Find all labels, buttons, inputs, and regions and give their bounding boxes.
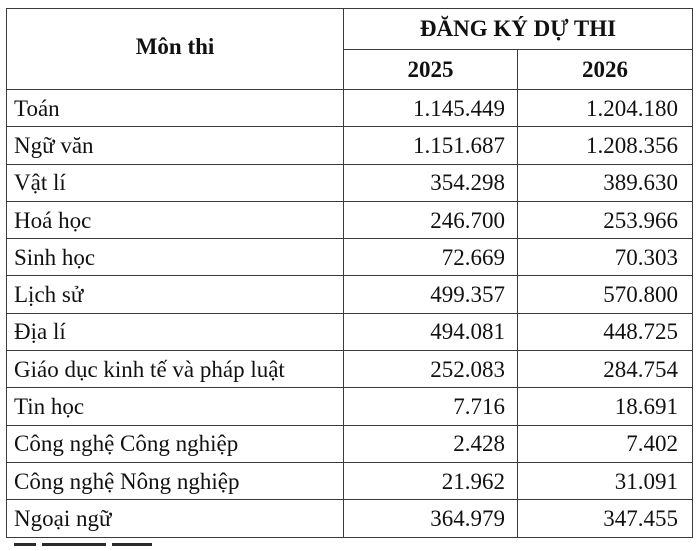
count-2025-cell: 499.357 xyxy=(344,276,518,313)
count-2025-cell: 354.298 xyxy=(344,164,518,201)
count-2026-cell: 253.966 xyxy=(518,201,693,238)
table-row xyxy=(7,239,693,276)
year-2026-header: 2026 xyxy=(518,49,693,90)
count-2025-cell: 1.145.449 xyxy=(344,90,518,127)
subject-cell: Hoá học xyxy=(7,201,344,238)
table-row xyxy=(7,351,693,388)
count-2026-cell: 70.303 xyxy=(518,239,693,276)
table-row xyxy=(7,127,693,164)
subject-cell: Ngoại ngữ xyxy=(7,500,344,537)
count-2025-cell: 21.962 xyxy=(344,462,518,499)
count-2025-cell: 1.151.687 xyxy=(344,127,518,164)
count-2025-cell: 72.669 xyxy=(344,239,518,276)
table-row xyxy=(7,276,693,313)
year-2025-header: 2025 xyxy=(344,49,518,90)
table-row xyxy=(7,462,693,499)
table-row xyxy=(7,425,693,462)
subject-cell: Công nghệ Công nghiệp xyxy=(7,425,344,462)
registration-table-container xyxy=(6,8,693,538)
table-row xyxy=(7,164,693,201)
subject-cell: Vật lí xyxy=(7,164,344,201)
count-2026-cell: 31.091 xyxy=(518,462,693,499)
count-2026-cell: 7.402 xyxy=(518,425,693,462)
registration-group-header: ĐĂNG KÝ DỰ THI xyxy=(344,9,693,50)
table-row xyxy=(7,201,693,238)
count-2026-cell: 570.800 xyxy=(518,276,693,313)
count-2026-cell: 1.208.356 xyxy=(518,127,693,164)
table-row xyxy=(7,313,693,350)
subject-cell: Toán xyxy=(7,90,344,127)
cropped-text-fragment xyxy=(14,543,274,551)
table-row xyxy=(7,500,693,537)
subject-cell: Ngữ văn xyxy=(7,127,344,164)
count-2026-cell: 1.204.180 xyxy=(518,90,693,127)
count-2026-cell: 284.754 xyxy=(518,351,693,388)
count-2025-cell: 364.979 xyxy=(344,500,518,537)
exam-registration-table xyxy=(6,8,693,538)
count-2026-cell: 347.455 xyxy=(518,500,693,537)
table-body xyxy=(7,90,693,538)
subject-cell: Công nghệ Nông nghiệp xyxy=(7,462,344,499)
subject-cell: Địa lí xyxy=(7,313,344,350)
table-row xyxy=(7,90,693,127)
count-2025-cell: 7.716 xyxy=(344,388,518,425)
subject-cell: Giáo dục kinh tế và pháp luật xyxy=(7,351,344,388)
subject-cell: Sinh học xyxy=(7,239,344,276)
table-row xyxy=(7,388,693,425)
table-header xyxy=(7,9,693,90)
subject-cell: Lịch sử xyxy=(7,276,344,313)
count-2025-cell: 494.081 xyxy=(344,313,518,350)
subject-cell: Tin học xyxy=(7,388,344,425)
count-2026-cell: 18.691 xyxy=(518,388,693,425)
subject-column-header: Môn thi xyxy=(7,9,344,90)
count-2026-cell: 448.725 xyxy=(518,313,693,350)
count-2025-cell: 2.428 xyxy=(344,425,518,462)
count-2025-cell: 252.083 xyxy=(344,351,518,388)
count-2025-cell: 246.700 xyxy=(344,201,518,238)
count-2026-cell: 389.630 xyxy=(518,164,693,201)
